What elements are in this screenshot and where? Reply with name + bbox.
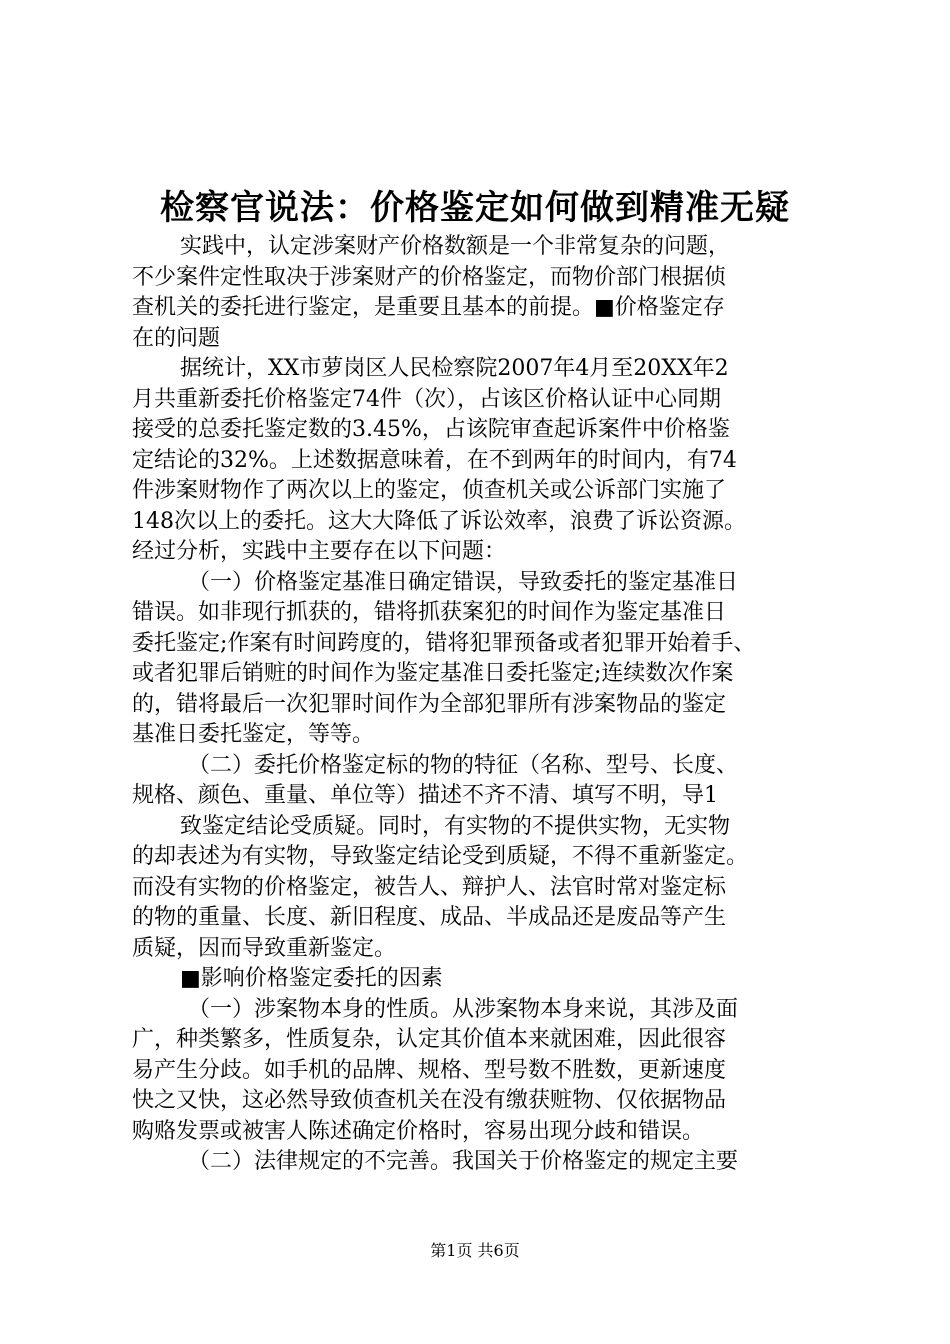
text-line: 据统计，XX市萝岗区人民检察院2007年4月至20XX年2 bbox=[180, 356, 729, 381]
text-line: 而没有实物的价格鉴定，被告人、辩护人、法官时常对鉴定标 bbox=[132, 874, 727, 900]
text-line: 实践中，认定涉案财产价格数额是一个非常复杂的问题， bbox=[180, 234, 731, 259]
text-line: 定结论的32%。上述数据意味着，在不到两年的时间内，有74 bbox=[132, 447, 737, 473]
text-line: 不少案件定性取决于涉案财产的价格鉴定，而物价部门根据侦 bbox=[132, 264, 727, 290]
document-body bbox=[132, 232, 832, 1178]
text-line: 致鉴定结论受质疑。同时，有实物的不提供实物，无实物 bbox=[180, 813, 731, 839]
text-line: 快之又快，这必然导致侦查机关在没有缴获赃物、仅依据物品 bbox=[132, 1088, 727, 1113]
text-line: 件涉案财物作了两次以上的鉴定，侦查机关或公诉部门实施了 bbox=[132, 478, 727, 503]
text-line: 基准日委托鉴定，等等。 bbox=[132, 722, 375, 747]
text-line: 月共重新委托价格鉴定74件（次），占该区价格认证中心同期 bbox=[132, 386, 721, 412]
text-line: （二）法律规定的不完善。我国关于价格鉴定的规定主要 bbox=[188, 1149, 739, 1174]
text-line: 148次以上的委托。这大大降低了诉讼效率，浪费了诉讼资源。 bbox=[132, 508, 746, 534]
text-line: 广，种类繁多，性质复杂，认定其价值本来就困难，因此很容 bbox=[132, 1027, 727, 1052]
text-line: 或者犯罪后销赃的时间作为鉴定基准日委托鉴定;连续数次作案 bbox=[132, 661, 734, 686]
text-line: 规格、颜色、重量、单位等）描述不齐不清、填写不明，导1 bbox=[132, 783, 718, 808]
text-line: 质疑，因而导致重新鉴定。 bbox=[132, 935, 397, 961]
text-line: 购赂发票或被害人陈述确定价格时，容易出现分歧和错误。 bbox=[132, 1118, 705, 1144]
text-line: 接受的总委托鉴定数的3.45%，占该院审查起诉案件中价格鉴 bbox=[132, 417, 730, 442]
text-line: 的物的重量、长度、新旧程度、成品、半成品还是废品等产生 bbox=[132, 905, 727, 930]
text-line: （一）涉案物本身的性质。从涉案物本身来说，其涉及面 bbox=[188, 996, 739, 1022]
text-line: 的，错将最后一次犯罪时间作为全部犯罪所有涉案物品的鉴定 bbox=[132, 691, 727, 717]
text-line: （一）价格鉴定基准日确定错误，导致委托的鉴定基准日 bbox=[188, 569, 739, 595]
text-line: 在的问题 bbox=[132, 325, 221, 351]
text-line: 的却表述为有实物，导致鉴定结论受到质疑，不得不重新鉴定。 bbox=[132, 844, 749, 869]
text-line: 经过分析，实践中主要存在以下问题： bbox=[132, 539, 507, 564]
document-title: 检察官说法：价格鉴定如何做到精准无疑 bbox=[160, 188, 790, 228]
text-line: 错误。如非现行抓获的，错将抓获案犯的时间作为鉴定基准日 bbox=[132, 600, 727, 625]
text-line: 易产生分歧。如手机的品牌、规格、型号数不胜数，更新速度 bbox=[132, 1057, 727, 1083]
section-heading: ■影响价格鉴定委托的因素 bbox=[180, 966, 443, 991]
page-footer: 第1页 共6页 bbox=[430, 1241, 520, 1260]
text-line: （二）委托价格鉴定标的物的特征（名称、型号、长度、 bbox=[188, 752, 739, 778]
text-line: 委托鉴定;作案有时间跨度的，错将犯罪预备或者犯罪开始着手、 bbox=[132, 630, 756, 656]
text-line: 查机关的委托进行鉴定，是重要且基本的前提。■价格鉴定存 bbox=[132, 295, 725, 320]
